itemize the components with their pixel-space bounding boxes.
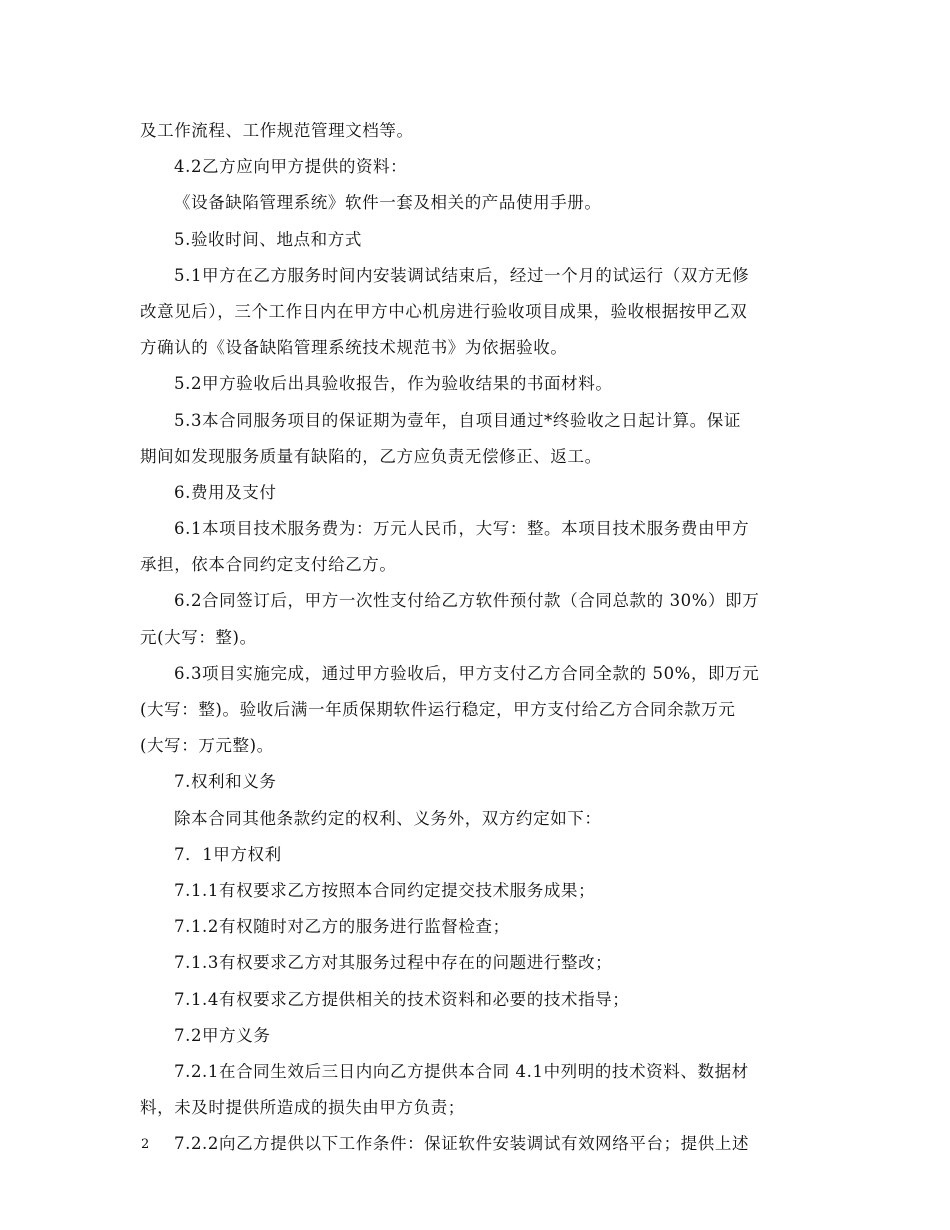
- text-line: 6.1本项目技术服务费为：万元人民币，大写：整。本项目技术服务费由甲方: [174, 519, 750, 539]
- text-line: 7.1.2有权随时对乙方的服务进行监督检查；: [174, 917, 510, 937]
- section-heading: 5.验收时间、地点和方式: [174, 229, 362, 249]
- text-line: 7.2.2向乙方提供以下工作条件：保证软件安装调试有效网络平台；提供上述: [174, 1134, 750, 1154]
- page-number: 2: [141, 1137, 150, 1152]
- text-line: (大写：万元整)。: [140, 736, 274, 756]
- text-line: 及工作流程、工作规范管理文档等。: [140, 121, 414, 140]
- text-line: 4.2乙方应向甲方提供的资料：: [174, 157, 408, 177]
- subsection-heading: 7.2甲方义务: [174, 1025, 271, 1045]
- text-line: (大写：整)。验收后满一年质保期软件运行稳定，甲方支付给乙方合同余款万元: [140, 700, 736, 719]
- text-line: 《设备缺陷管理系统》软件一套及相关的产品使用手册。: [174, 193, 602, 213]
- text-line: 7.1.4有权要求乙方提供相关的技术资料和必要的技术指导；: [174, 989, 630, 1009]
- subsection-heading: 7．1甲方权利: [174, 844, 282, 864]
- text-line: 期间如发现服务质量有缺陷的，乙方应负责无偿修正、返工。: [140, 446, 602, 466]
- text-line: 改意见后），三个工作日内在甲方中心机房进行验收项目成果，验收根据按甲乙双: [140, 301, 748, 321]
- text-line: 承担，依本合同约定支付给乙方。: [140, 555, 397, 575]
- text-line: 料，未及时提供所造成的损失由甲方负责；: [140, 1098, 465, 1118]
- text-line: 元(大写：整)。: [140, 627, 257, 647]
- text-line: 除本合同其他条款约定的权利、义务外，双方约定如下：: [174, 808, 602, 828]
- text-line: 7.2.1在合同生效后三日内向乙方提供本合同 4.1中列明的技术资料、数据材: [174, 1061, 749, 1081]
- text-line: 5.3本合同服务项目的保证期为壹年，自项目通过*终验收之日起计算。保证: [174, 410, 741, 430]
- text-line: 7.1.3有权要求乙方对其服务过程中存在的问题进行整改；: [174, 953, 613, 973]
- text-line: 5.2甲方验收后出具验收报告，作为验收结果的书面材料。: [174, 374, 613, 394]
- document-body: [140, 113, 812, 1162]
- text-line: 6.2合同签订后，甲方一次性支付给乙方软件预付款（合同总款的 30%）即万: [174, 591, 760, 611]
- text-line: 5.1甲方在乙方服务时间内安装调试结束后，经过一个月的试运行（双方无修: [174, 265, 750, 285]
- section-heading: 6.费用及支付: [174, 482, 277, 502]
- text-line: 6.3项目实施完成，通过甲方验收后，甲方支付乙方合同全款的 50%，即万元: [174, 663, 760, 683]
- section-heading: 7.权利和义务: [174, 772, 277, 792]
- text-line: 方确认的《设备缺陷管理系统技术规范书》为依据验收。: [140, 338, 568, 358]
- text-line: 7.1.1有权要求乙方按照本合同约定提交技术服务成果；: [174, 880, 596, 900]
